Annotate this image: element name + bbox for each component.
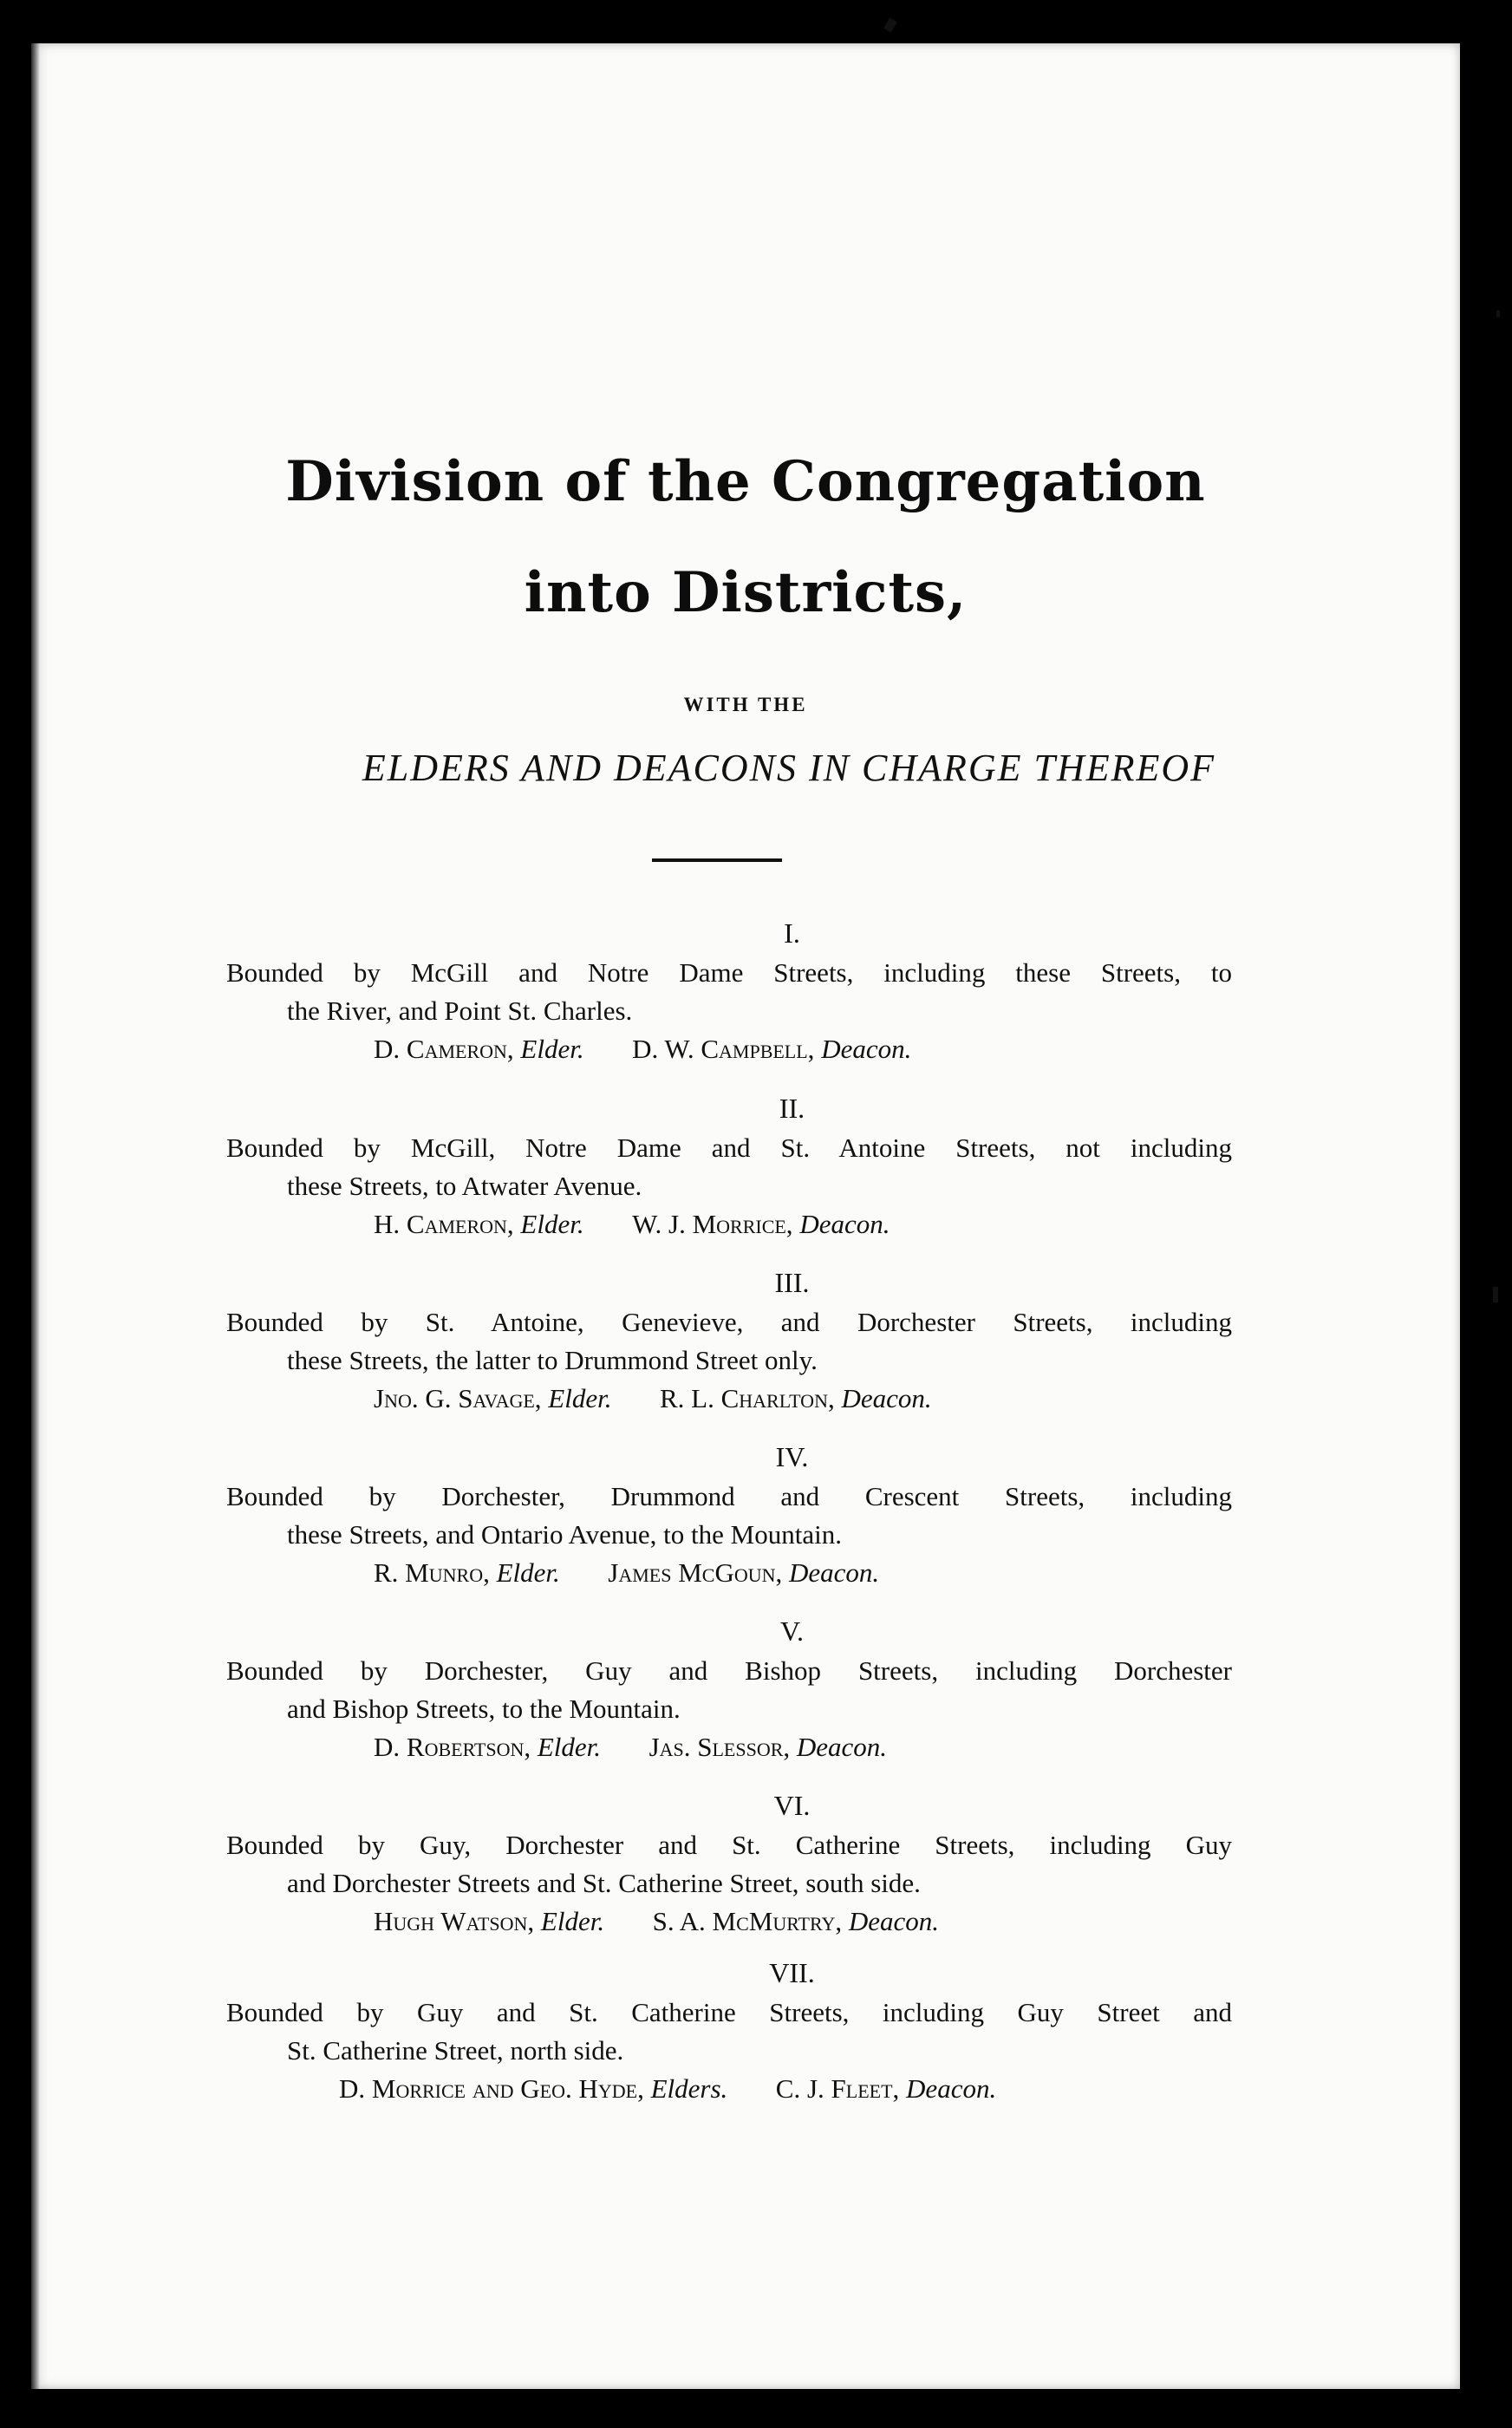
elder-name: D. Cameron, [374, 1034, 514, 1064]
district-description [226, 954, 1232, 1030]
elder-role: Elder. [520, 1034, 584, 1064]
binding-shadow [31, 43, 40, 2389]
district-description-line-1: Bounded by Dorchester, Drummond and Crescent Streets, including [226, 1481, 1232, 1511]
elder-role: Elder. [548, 1383, 612, 1413]
deacon-name: S. A. McMurtry, [652, 1906, 843, 1936]
district-officers [226, 1903, 1232, 1941]
deacon-name: W. J. Morrice, [632, 1209, 793, 1239]
district-description-line-2: St. Catherine Street, north side. [287, 2035, 624, 2066]
district-description-line-2: and Dorchester Streets and St. Catherine Street, south side. [287, 1868, 921, 1898]
district-numeral: IV. [775, 1441, 809, 1472]
district-officers [226, 1205, 1232, 1243]
district-numeral: VII. [769, 1957, 815, 1988]
district-4 [226, 1438, 1232, 1592]
elder-name: D. Morrice and Geo. Hyde, [339, 2073, 644, 2104]
district-description [226, 1129, 1232, 1205]
with-the-heading: WITH THE [683, 694, 808, 715]
district-1 [226, 914, 1232, 1068]
deacon-role: Deacon. [796, 1732, 888, 1762]
district-description-line-2: and Bishop Streets, to the Mountain. [287, 1694, 681, 1724]
deacon-role: Deacon. [789, 1557, 880, 1588]
elder-role: Elder. [540, 1906, 605, 1936]
deacon-role: Deacon. [848, 1906, 939, 1936]
district-description-line-1: Bounded by McGill, Notre Dame and St. Antoine Streets, not including [226, 1132, 1232, 1163]
deacon-role: Deacon. [799, 1209, 890, 1239]
district-description-line-1: Bounded by McGill and Notre Dame Streets, including these Streets, to [226, 957, 1232, 988]
district-5 [226, 1612, 1232, 1766]
district-description-line-1: Bounded by Guy and St. Catherine Streets, including Guy Street and [226, 1997, 1232, 2027]
district-description [226, 1303, 1232, 1380]
district-description-line-2: the River, and Point St. Charles. [287, 995, 633, 1026]
deacon-name: D. W. Campbell, [632, 1034, 815, 1064]
district-description-line-2: these Streets, and Ontario Avenue, to the Mountain. [287, 1519, 842, 1550]
deacon-role: Deacon. [841, 1383, 932, 1413]
deacon-name: James McGoun, [608, 1557, 783, 1588]
elder-name: Jno. G. Savage, [374, 1383, 542, 1413]
scan-speck [1496, 310, 1500, 317]
district-description-line-1: Bounded by St. Antoine, Genevieve, and Dorchester Streets, including [226, 1307, 1232, 1337]
scan-speck [1493, 1287, 1498, 1302]
document-page [31, 43, 1460, 2389]
district-description [226, 1826, 1232, 1903]
district-numeral: II. [779, 1093, 805, 1124]
elder-name: R. Munro, [374, 1557, 490, 1588]
deacon-name: Jas. Slessor, [648, 1732, 791, 1762]
district-3 [226, 1263, 1232, 1418]
district-description-line-1: Bounded by Guy, Dorchester and St. Catherine Streets, including Guy [226, 1830, 1232, 1860]
page-content [31, 43, 1460, 2389]
district-2 [226, 1089, 1232, 1243]
elder-name: D. Robertson, [374, 1732, 531, 1762]
deacon-name: R. L. Charlton, [659, 1383, 835, 1413]
deacon-role: Deacon. [906, 2073, 997, 2104]
deacon-name: C. J. Fleet, [775, 2073, 900, 2104]
elder-role: Elder. [496, 1557, 560, 1588]
district-description-line-1: Bounded by Dorchester, Guy and Bishop Streets, including Dorchester [226, 1655, 1232, 1686]
district-officers [226, 1030, 1232, 1068]
district-description [226, 1994, 1232, 2070]
district-officers [226, 2070, 1232, 2108]
district-officers [226, 1554, 1232, 1592]
district-officers [226, 1728, 1232, 1766]
page-title-line-2: into Districts, [524, 560, 968, 625]
deacon-role: Deacon. [821, 1034, 912, 1064]
page-subtitle: ELDERS AND DEACONS IN CHARGE THEREOF [362, 747, 1216, 789]
divider-rule [652, 858, 782, 862]
district-officers [226, 1380, 1232, 1418]
district-description [226, 1478, 1232, 1554]
district-description [226, 1652, 1232, 1728]
district-numeral: VI. [773, 1790, 811, 1821]
elder-role: Elder. [520, 1209, 584, 1239]
district-numeral: I. [784, 917, 800, 949]
district-numeral: III. [774, 1267, 810, 1298]
district-description-line-2: these Streets, the latter to Drummond Street only. [287, 1345, 818, 1375]
elder-name: Hugh Watson, [374, 1906, 535, 1936]
district-description-line-2: these Streets, to Atwater Avenue. [287, 1171, 642, 1201]
district-numeral: V. [780, 1615, 804, 1647]
elder-name: H. Cameron, [374, 1209, 514, 1239]
elder-role: Elder. [537, 1732, 602, 1762]
district-6 [226, 1786, 1232, 1941]
page-title-line-1: Division of the Congregation [285, 449, 1206, 514]
district-7 [226, 1954, 1232, 2108]
elder-role: Elders. [650, 2073, 728, 2104]
